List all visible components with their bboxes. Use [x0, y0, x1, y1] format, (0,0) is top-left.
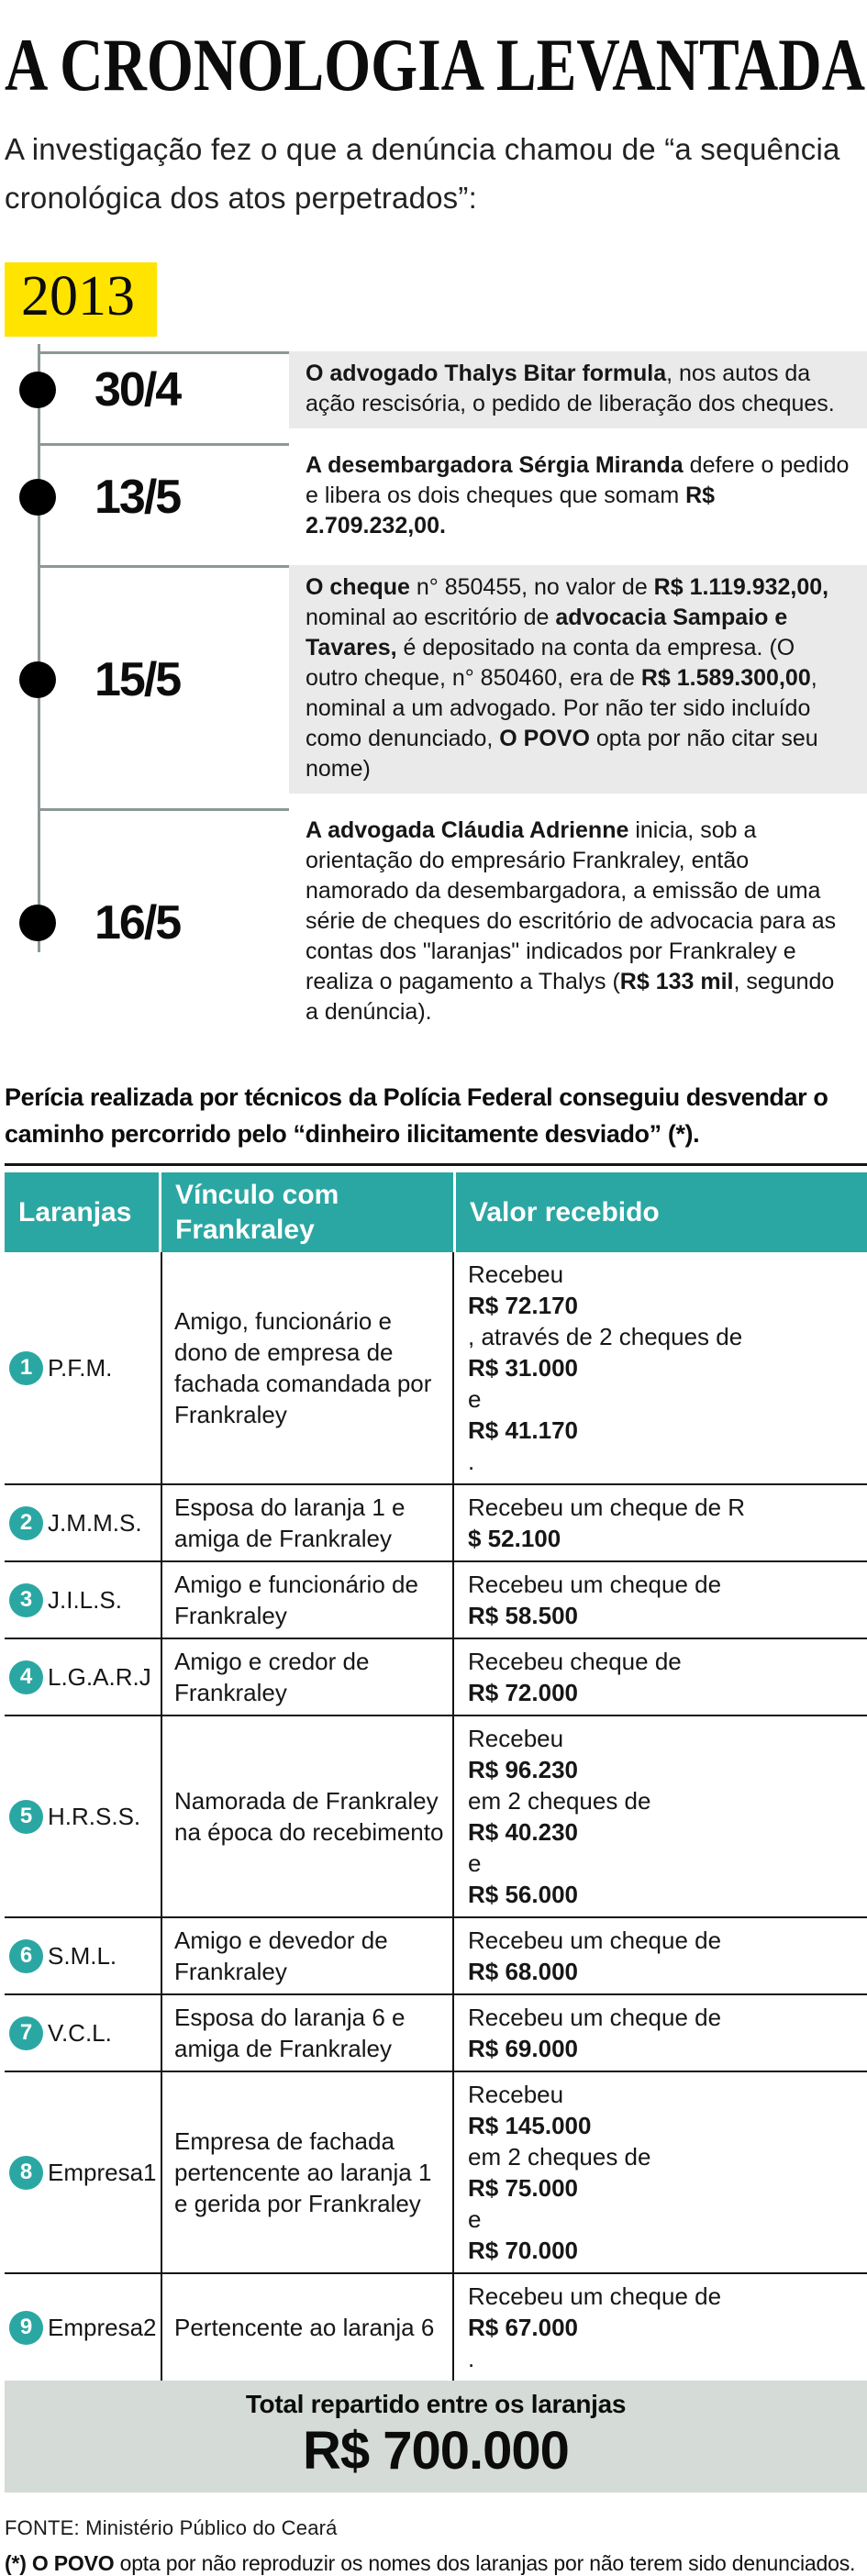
laranja-code: Empresa2 [48, 2314, 157, 2342]
vinculo-cell: Amigo e funcionário de Frankraley [161, 1562, 454, 1638]
row-number-badge: 3 [9, 1583, 43, 1617]
vinculo-cell: Esposa do laranja 1 e amiga de Frankraley [161, 1485, 454, 1560]
table-row [5, 1252, 867, 1485]
timeline-dot-icon [19, 661, 56, 698]
laranja-code: S.M.L. [48, 1942, 117, 1971]
valor-cell: Recebeu um cheque de R$ 69.000 [468, 2004, 722, 2063]
table-header-laranjas: Laranjas [5, 1172, 159, 1252]
total-value: R$ 700.000 [303, 2421, 569, 2482]
timeline-dot-icon [19, 372, 56, 408]
vinculo-cell: Amigo e credor de Frankraley [161, 1639, 454, 1715]
timeline-text: A advogada Cláudia Adrienne inicia, sob a orientação do empresário Frankraley, então namorado da desembargadora, a emissão de uma série de cheques do escritório de advocacia para as contas dos "laranjas" indicados por Frankraley e realiza o pagamento a Thalys (R$ 133 mil, segundo a denúncia). [306, 817, 837, 1026]
laranja-code: J.I.L.S. [48, 1586, 122, 1615]
table-row [5, 1918, 867, 1995]
laranja-code: V.C.L. [48, 2019, 112, 2048]
timeline-entry [5, 351, 867, 428]
source-line: FONTE: Ministério Público do Ceará [5, 2516, 338, 2540]
laranja-code: Empresa1 [48, 2159, 157, 2187]
timeline-entry [5, 443, 867, 550]
year-badge: 2013 [5, 262, 157, 337]
total-band [5, 2381, 867, 2493]
row-number-badge: 1 [9, 1351, 43, 1385]
vinculo-cell: Esposa do laranja 6 e amiga de Frankraley [161, 1995, 454, 2071]
table-top-rule [5, 1163, 867, 1166]
timeline-date: 30/4 [94, 363, 181, 417]
total-label: Total repartido entre os laranjas [245, 2390, 627, 2419]
table-row [5, 1562, 867, 1639]
row-number-badge: 9 [9, 2311, 43, 2345]
timeline-text: O advogado Thalys Bitar formula, nos autos da ação rescisória, o pedido de liberação dos cheques. [289, 351, 867, 428]
table-row [5, 1639, 867, 1716]
laranja-code: J.M.M.S. [48, 1509, 142, 1538]
timeline-text: A desembargadora Sérgia Miranda defere o pedido e libera os dois cheques que somam R$ 2.709.232,00. [306, 452, 850, 539]
intro-text: A investigação fez o que a denúncia chamou de “a sequência cronológica dos atos perpetrados”: [5, 132, 840, 216]
valor-cell: Recebeu um cheque de R$ 68.000 [468, 1926, 722, 1986]
timeline-connector [38, 565, 289, 568]
row-number-badge: 6 [9, 1939, 43, 1973]
laranja-code: H.R.S.S. [48, 1803, 141, 1831]
table-header-vinculo: Vínculo com Frankraley [161, 1172, 453, 1252]
table-row [5, 2274, 867, 2381]
timeline-date: 13/5 [94, 470, 181, 524]
footnote-line: (*) O POVO opta por não reproduzir os nomes dos laranjas por não terem sido denunciados. [5, 2551, 856, 2576]
valor-cell: Recebeu R$ 72.170 , através de 2 cheques de R$ 31.000 e R$ 41.170 . [468, 1260, 743, 1476]
vinculo-cell: Empresa de fachada pertencente ao laranja 1 e gerida por Frankraley [161, 2072, 454, 2272]
table-row [5, 1485, 867, 1562]
timeline-connector [38, 351, 289, 354]
timeline-connector [38, 808, 289, 811]
vinculo-cell: Pertencente ao laranja 6 [161, 2274, 454, 2381]
timeline-date: 16/5 [94, 895, 181, 949]
timeline-dot-icon [19, 479, 56, 516]
vinculo-cell: Amigo, funcionário e dono de empresa de fachada comandada por Frankraley [161, 1252, 454, 1483]
vinculo-cell: Namorada de Frankraley na época do recebimento [161, 1716, 454, 1916]
vinculo-cell: Amigo e devedor de Frankraley [161, 1918, 454, 1993]
laranja-code: P.F.M. [48, 1354, 113, 1382]
row-number-badge: 8 [9, 2156, 43, 2190]
page-title: A CRONOLOGIA LEVANTADA [5, 23, 866, 106]
table-body [5, 1252, 867, 2381]
timeline-dot-icon [19, 905, 56, 941]
timeline-text: O cheque n° 850455, no valor de R$ 1.119.932,00, nominal ao escritório de advocacia Sampaio e Tavares, é depositado na conta da empresa. (O outro cheque, n° 850460, era de R$ 1.589.300,00, nominal a um advogado. Por não ter sido incluído como denunciado, O POVO opta por não citar seu nome) [289, 565, 867, 794]
pericia-paragraph: Perícia realizada por técnicos da Polícia Federal conseguiu desvendar o caminho percorrido pelo “dinheiro ilicitamente desviado” (*). [5, 1083, 828, 1149]
row-number-badge: 7 [9, 2016, 43, 2050]
timeline-date: 15/5 [94, 652, 181, 706]
table-row [5, 2072, 867, 2274]
table-row [5, 1716, 867, 1918]
valor-cell: Recebeu um cheque de R$ 58.500 [468, 1571, 722, 1630]
valor-cell: Recebeu R$ 145.000 em 2 cheques de R$ 75.000 e R$ 70.000 [468, 2081, 651, 2265]
table-row [5, 1995, 867, 2072]
valor-cell: Recebeu um cheque de R $ 52.100 [468, 1493, 746, 1553]
table-header-valor: Valor recebido [456, 1172, 867, 1252]
valor-cell: Recebeu R$ 96.230 em 2 cheques de R$ 40.230 e R$ 56.000 [468, 1725, 651, 1909]
row-number-badge: 4 [9, 1660, 43, 1694]
timeline-entry [5, 565, 867, 794]
laranja-code: L.G.A.R.J [48, 1663, 151, 1692]
row-number-badge: 2 [9, 1506, 43, 1540]
valor-cell: Recebeu um cheque de R$ 67.000 . [468, 2282, 722, 2373]
laranjas-table [5, 1163, 867, 2493]
timeline-entry [5, 808, 867, 1037]
valor-cell: Recebeu cheque de R$ 72.000 [468, 1648, 682, 1707]
timeline [5, 351, 867, 1037]
table-header [5, 1172, 867, 1252]
timeline-connector [38, 443, 289, 446]
row-number-badge: 5 [9, 1800, 43, 1834]
